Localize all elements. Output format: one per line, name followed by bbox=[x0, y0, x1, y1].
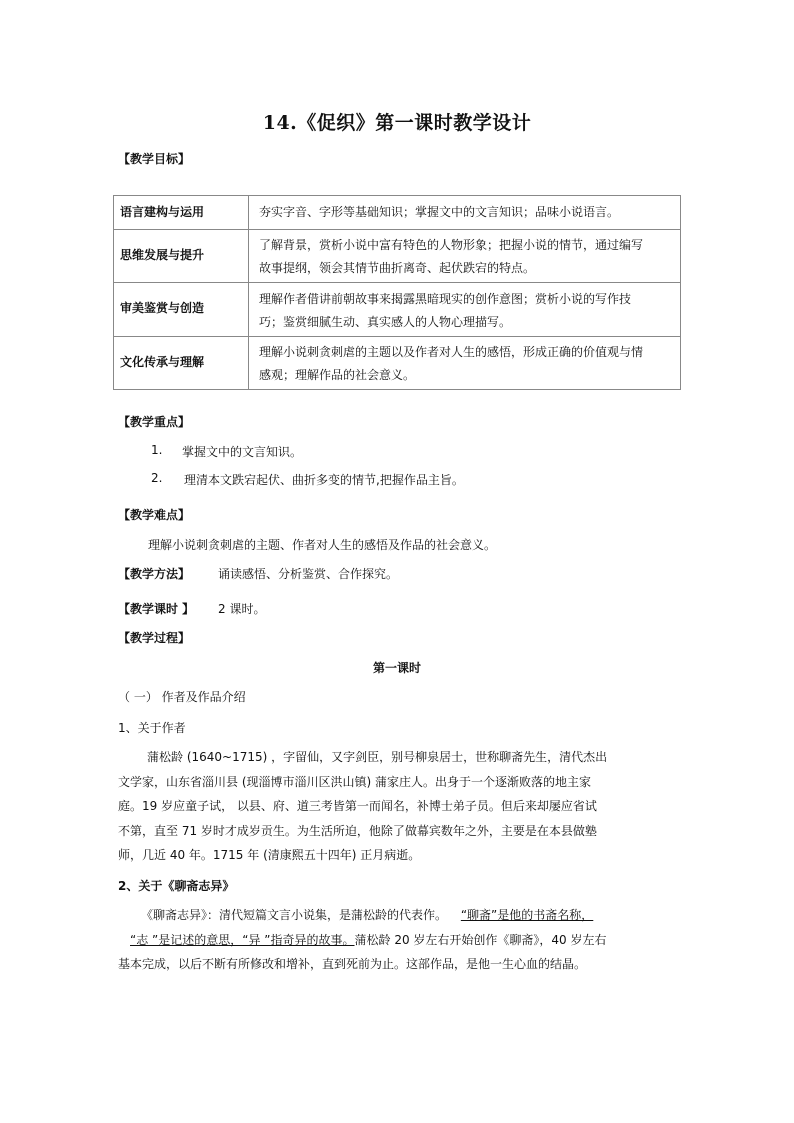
goal-desc-line: 夯实字音、字形等基础知识；掌握文中的文言知识；品味小说语言。 bbox=[259, 205, 620, 219]
key-points-header: 【教学重点】 bbox=[118, 415, 191, 429]
goal-desc bbox=[249, 283, 681, 337]
difficulty-header: 【教学难点】 bbox=[118, 508, 191, 522]
goal-desc-line: 理解作者借讲前朝故事来揭露黑暗现实的创作意图；赏析小说的写作技 bbox=[259, 292, 632, 306]
goal-row bbox=[114, 196, 681, 230]
paragraph-line: 师，几近 40 年。1715 年 (清康熙五十四年) 正月病逝。 bbox=[118, 848, 421, 862]
goal-desc bbox=[249, 196, 681, 230]
paragraph-line: 蒲松龄 (1640~1715) ，字留仙，又字剑臣，别号柳泉居士，世称聊斋先生，清代杰出 bbox=[147, 750, 608, 764]
author-paragraph bbox=[118, 745, 688, 868]
key-point-text: 理清本文跌宕起伏、曲折多变的情节,把握作品主旨。 bbox=[184, 473, 464, 487]
goals-header: 【教学目标】 bbox=[118, 152, 191, 166]
goal-row bbox=[114, 283, 681, 337]
section-heading: （ 一） 作者及作品介绍 bbox=[118, 690, 246, 704]
hours-text: 2 课时。 bbox=[218, 602, 266, 616]
goal-desc bbox=[249, 337, 681, 390]
paragraph-line: 不第，直至 71 岁时才成岁贡生。为生活所迫，他除了做幕宾数年之外，主要是在本县做塾 bbox=[118, 823, 597, 838]
goal-desc-line: 感观；理解作品的社会意义。 bbox=[259, 368, 416, 382]
goal-desc-line: 故事提纲，领会其情节曲折离奇、起伏跌宕的特点。 bbox=[259, 261, 536, 275]
goal-row bbox=[114, 337, 681, 390]
key-point-number: 2. bbox=[151, 471, 163, 485]
key-point-number: 1. bbox=[151, 443, 163, 457]
key-point-text: 掌握文中的文言知识。 bbox=[182, 445, 303, 459]
page-title: 14.《促织》第一课时教学设计 bbox=[262, 112, 532, 134]
paragraph-line: 文学家，山东省淄川县 (现淄博市淄川区洪山镇) 蒲家庄人。出身于一个逐渐败落的地主家 bbox=[118, 774, 591, 789]
goal-key: 语言建构与运用 bbox=[114, 196, 249, 230]
hours-header: 【教学课时 】 bbox=[118, 602, 195, 616]
paragraph-text: 蒲松龄 20 岁左右开始创作《聊斋》，40 岁左右 bbox=[354, 932, 607, 947]
goal-key: 思维发展与提升 bbox=[114, 230, 249, 283]
lesson-title: 第一课时 bbox=[372, 661, 421, 675]
subsection-heading: 2、关于《聊斋志异》 bbox=[118, 879, 235, 893]
goal-desc-line: 了解背景，赏析小说中富有特色的人物形象；把握小说的情节，通过编写 bbox=[259, 238, 644, 252]
method-text: 诵读感悟、分析鉴赏、合作探究。 bbox=[218, 567, 399, 581]
paragraph-line bbox=[118, 928, 688, 953]
goal-desc bbox=[249, 230, 681, 283]
paragraph-line: 庭。19 岁应童子试， 以县、府、道三考皆第一而闻名，补博士弟子员。但后来却屡应省试 bbox=[118, 799, 597, 813]
method-header: 【教学方法】 bbox=[118, 567, 191, 581]
goal-key: 审美鉴赏与创造 bbox=[114, 283, 249, 337]
liaozhai-paragraph bbox=[118, 903, 688, 977]
goals-table bbox=[113, 195, 681, 390]
process-header: 【教学过程】 bbox=[118, 631, 191, 645]
underlined-text: “聊斋”是他的书斋名称， bbox=[460, 908, 594, 922]
paragraph-line: 基本完成，以后不断有所修改和增补，直到死前为止。这部作品，是他一生心血的结晶。 bbox=[118, 957, 587, 971]
goal-desc-line: 理解小说刺贪刺虐的主题以及作者对人生的感悟，形成正确的价值观与情 bbox=[259, 345, 644, 359]
goal-key: 文化传承与理解 bbox=[114, 337, 249, 390]
goal-desc-line: 巧；鉴赏细腻生动、真实感人的人物心理描写。 bbox=[259, 315, 512, 329]
paragraph-line bbox=[118, 903, 688, 928]
paragraph-text: 《聊斋志异》：清代短篇文言小说集，是蒲松龄的代表作。 bbox=[141, 908, 448, 922]
subsection-heading: 1、关于作者 bbox=[118, 721, 186, 735]
difficulty-text: 理解小说刺贪刺虐的主题、作者对人生的感悟及作品的社会意义。 bbox=[148, 538, 497, 552]
goal-row bbox=[114, 230, 681, 283]
underlined-text: “志 ”是记述的意思，“异 ”指奇异的故事。 bbox=[130, 932, 355, 947]
